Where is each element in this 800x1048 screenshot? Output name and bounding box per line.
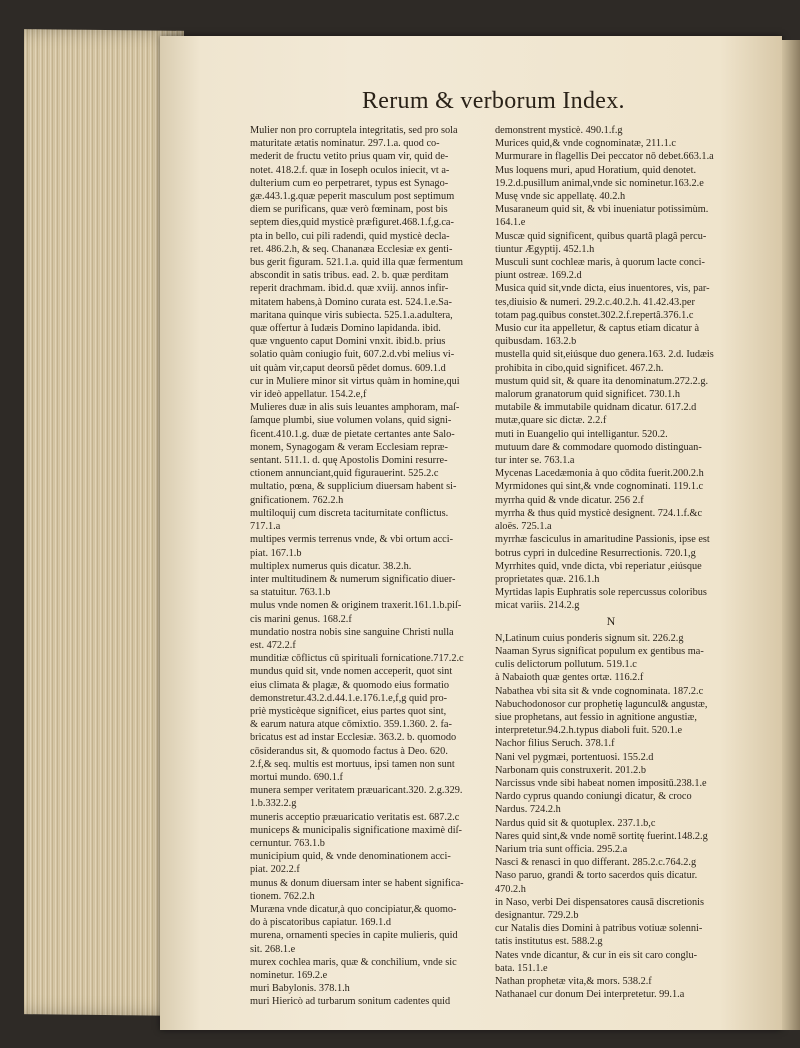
index-entry-line: Narbonam quis construxerit. 201.2.b <box>495 764 646 776</box>
index-entry-line: mundus quid sit, vnde nomen acceperit, quot sint <box>250 666 453 678</box>
index-entry-line: mutabile & immutabile quidnam dicatur. 617.2.d <box>495 402 697 414</box>
index-entry-line: 164.1.e <box>495 217 526 229</box>
index-entry-line: Nasci & renasci in quo differant. 285.2.c.764.2.g <box>495 857 697 869</box>
index-entry-line: sentant. 511.1. d. quę Apostolis Domini resurre- <box>250 455 448 467</box>
index-entry-line: muti in Euangelio qui intelligantur. 520.2. <box>495 428 668 440</box>
index-entry-line: solatio quàm coniugio fuit, 607.2.d.vbi melius vi- <box>250 349 455 361</box>
index-entry-line: Myrtidas lapis Euphratis sole repercussus coloribus <box>495 587 707 599</box>
index-entry-line: mederit de fructu vetito prius quam vir, quid de- <box>250 151 449 163</box>
index-entry-line: Musaraneum quid sit, & vbi inueniatur potissimùm. <box>495 204 709 216</box>
index-entry-line: malorum granatorum quid significet. 730.1.h <box>495 389 681 401</box>
index-entry-line: 2.f,& seq. multis est mortuus, ipsi tamen non sunt <box>250 758 455 770</box>
index-entry-line: Mycenas Lacedæmonia à quo cōdita fuerit.200.2.h <box>495 468 704 480</box>
index-entry-line: sit. 268.1.e <box>250 943 296 955</box>
index-entry-line: 19.2.d.pusillum animal,vnde sic nominetur.163.2.e <box>495 177 704 189</box>
index-entry-line: multatio, pœna, & supplicium diuersam habent si- <box>250 481 457 493</box>
index-entry-line: Nachor filius Seruch. 378.1.f <box>495 738 615 750</box>
index-entry-line: demonstretur.43.2.d.44.1.e.176.1.e,f,g quid pro- <box>250 692 448 704</box>
index-entry-line: cis marini genus. 168.2.f <box>250 613 352 625</box>
index-entry-line: tur inter se. 763.1.a <box>495 455 575 467</box>
index-entry-line: inter multitudinem & numerum significatio diuer- <box>250 573 456 585</box>
index-entry-line: murex cochlea maris, quæ & conchilium, vnde sic <box>250 956 457 968</box>
index-entry-line: multiloquij cum discreta taciturnitate conflictus. <box>250 507 449 519</box>
index-entry-line: interpretetur.94.2.h.typus diaboli fuit. 520.1.e <box>495 725 683 737</box>
index-entry-line: & earum natura atque cōmixtio. 359.1.360. 2. fa- <box>250 719 452 731</box>
index-entry-line: Nathanael cur donum Dei interpretetur. 99.1.a <box>495 989 685 1001</box>
index-entry-line: Nates vnde dicantur, & cur in eis sit caro conglu- <box>495 949 698 961</box>
index-entry-line: myrrha & thus quid mysticè designent. 724.1.f.&c <box>495 507 703 519</box>
index-entries-n <box>495 632 727 1002</box>
index-entry-line: 1.b.332.2.g <box>250 798 297 810</box>
index-entry-line: uit quàm vir,caput deorsū pēdet domus. 609.1.d <box>250 362 446 374</box>
facing-page-edge <box>782 40 800 1030</box>
index-entry-line: bus gerit figuram. 521.1.a. quid illa quæ fermentum <box>250 257 464 269</box>
index-entry-line: quibusdam. 163.2.b <box>495 336 577 348</box>
index-entry-line: Mulieres duæ in alis suis leuantes amphoram, maſ- <box>250 402 460 414</box>
index-entry-line: munera semper veritatem præuaricant.320. 2.g.329. <box>250 785 463 797</box>
index-entry-line: aloës. 725.1.a <box>495 521 552 533</box>
index-entry-line: piat. 167.1.b <box>250 547 302 559</box>
index-column-left <box>250 124 490 1009</box>
index-entry-line: demonstrent mysticè. 490.1.f.g <box>495 125 623 136</box>
index-entry-line: cur in Muliere minor sit virtus quàm in homine,qui <box>250 375 460 387</box>
index-entry-line: muri Hiericò ad turbarum sonitum cadentes quid <box>250 996 451 1008</box>
index-entry-line: Muræna vnde dicatur,à quo concipiatur,& quomo- <box>250 903 457 915</box>
index-entry-line: ſamque plumbi, siue volumen volans, quid signi- <box>250 415 452 427</box>
index-entry-line: Naaman Syrus significat populum ex gentibus ma- <box>495 645 704 657</box>
index-entry-line: murena, ornamenti species in capite mulieris, quid <box>250 930 458 942</box>
index-entry-line: Myrrhites quid, vnde dicta, vbi reperiatur ,eiúsque <box>495 560 702 572</box>
index-entry-line: maritana quinque viris subiecta. 525.1.a.adultera, <box>250 309 453 321</box>
index-entry-line: Murmurare in flagellis Dei peccator nō debet.663.1.a <box>495 151 714 163</box>
index-entry-line: 470.2.h <box>495 883 526 895</box>
index-entry-line: siue prophetans, aut fessio in agnitione angustiæ, <box>495 711 697 723</box>
index-entry-line: Nathan prophetæ vita,& mors. 538.2.f <box>495 976 652 987</box>
index-column-right <box>495 124 727 1001</box>
index-entry-line: mundatio nostra nobis sine sanguine Christi nulla <box>250 626 454 638</box>
index-entry-line: cernuntur. 763.1.b <box>250 837 325 849</box>
index-entry-line: pta in bello, cui pili radendi, quid mysticè decla- <box>250 230 450 242</box>
index-entry-line: mortui mundo. 690.1.f <box>250 771 343 783</box>
index-entry-line: designantur. 729.2.b <box>495 909 579 921</box>
index-entry-line: munditiæ cōflictus cū spirituali fornicatione.717.2.c <box>250 653 464 665</box>
index-entry-line: mutuum dare & commodare quomodo distinguan- <box>495 441 702 453</box>
index-entry-line: sa statuitur. 763.1.b <box>250 587 331 599</box>
index-entry-line: Muscæ quid significent, quibus quartâ plagâ percu- <box>495 230 707 242</box>
index-entry-line: Nabathea vbi sita sit & vnde cognominata. 187.2.c <box>495 685 704 697</box>
index-entry-line: tes,diuisio & numeri. 29.2.c.40.2.h. 41.42.43.per <box>495 296 695 308</box>
section-letter-n: N <box>606 613 616 628</box>
index-entries-m <box>495 124 727 613</box>
index-entry-line: ficent.410.1.g. duæ de pietate certantes ante Salo- <box>250 428 455 440</box>
index-entry-line: Musica quid sit,vnde dicta, eius inuentores, vis, par- <box>495 283 710 295</box>
index-entry-line: munus & donum diuersam inter se habent significa- <box>250 877 464 889</box>
index-entry-line: ret. 486.2.h, & seq. Chananæa Ecclesiæ ex genti- <box>250 243 453 255</box>
index-entry-line: gnificationem. 762.2.h <box>250 494 344 506</box>
index-entry-line: Nares quid sint,& vnde nomē sortitę fuerint.148.2.g <box>495 830 708 842</box>
index-entry-line: multipes vermis terrenus vnde, & vbi ortum acci- <box>250 534 454 546</box>
index-entry-line: Myrmidones qui sint,& vnde cognominati. 119.1.c <box>495 481 704 493</box>
index-entry-line: myrrhæ fasciculus in amaritudine Passionis, ipse est <box>495 534 710 546</box>
index-entry-line: micat variis. 214.2.g <box>495 600 580 612</box>
index-entry-line: Musculi sunt cochleæ maris, à quorum lacte conci- <box>495 257 705 269</box>
index-entry-line: muri Babylonis. 378.1.h <box>250 983 350 995</box>
index-entry-line: Narium tria sunt officia. 295.2.a <box>495 843 628 855</box>
index-entry-line: mitatem habens,à Domino curata est. 524.1.e.Sa- <box>250 296 452 308</box>
index-entry-line: bricatus est ad instar Ecclesiæ. 363.2. b. quomodo <box>250 732 457 744</box>
index-entry-line: mulus vnde nomen & originem traxerit.161.1.b.piſ- <box>250 600 462 612</box>
index-entry-line: abscondit in satis tribus. ead. 2. b. quæ perditam <box>250 270 449 282</box>
index-entry-line: Mus loquens muri, apud Horatium, quid denotet. <box>495 164 697 176</box>
index-entry-line: multiplex numerus quis dicatur. 38.2.h. <box>250 560 412 572</box>
index-entry-line: Nardus quid sit & quotuplex. 237.1.b,c <box>495 817 656 829</box>
page-running-header: Rerum & verborum Index. <box>362 88 625 114</box>
index-entry-line: dulterium cum eo perpetraret, typus est Synago- <box>250 177 449 189</box>
index-entry-line: N,Latinum cuius ponderis signum sit. 226.2.g <box>495 632 684 644</box>
index-entry-line: 717.1.a <box>250 521 281 533</box>
index-entry-line: piat. 202.2.f <box>250 864 300 876</box>
index-entry-line: monem, Synagogam & veram Ecclesiam repræ- <box>250 441 448 453</box>
index-entry-line: prohibita in cibo,quid significet. 467.2.h. <box>495 362 664 374</box>
index-entry-line: mutæ,quare sic dictæ. 2.2.f <box>495 415 607 427</box>
index-entry-line: in Naso, verbi Dei dispensatores causā discretionis <box>495 896 705 908</box>
index-entry-line: Murices quid,& vnde cognominatæ, 211.1.c <box>495 138 676 150</box>
index-entry-line: Nabuchodonosor cur prophetię laguncul& angustæ, <box>495 698 708 710</box>
index-entry-line: tionem. 762.2.h <box>250 890 315 902</box>
index-entry-line: cur Natalis dies Domini à patribus votiuæ solenni- <box>495 923 703 935</box>
index-entry-line: quæ vnguento caput Domini vnxit. ibid.b. prius <box>250 336 446 348</box>
index-entry-line: culis delictorum pollutum. 519.1.c <box>495 659 637 671</box>
index-entry-line: à Nabaioth quæ gentes ortæ. 116.2.f <box>495 672 644 684</box>
index-entry-line: tatis institutus est. 588.2.g <box>495 936 603 948</box>
index-entry-line: municeps & municipalis significatione maximè diſ- <box>250 824 462 836</box>
index-entry-line: cōsiderandus sit, & quomodo factus à Deo. 620. <box>250 745 448 757</box>
index-entry-line: tiuntur Ægyptij. 452.1.h <box>495 243 595 255</box>
index-entry-line: vir ideò appellatur. 154.2.e,f <box>250 389 367 401</box>
index-entry-line: eius climata & plagæ, & quomodo eius formatio <box>250 679 450 691</box>
index-entry-line: Musio cur ita appelletur, & captus etiam dicatur à <box>495 323 700 335</box>
index-entry-line: Nani vel pygmæi, portentuosi. 155.2.d <box>495 751 654 763</box>
index-entry-line: piunt ostreæ. 169.2.d <box>495 270 582 282</box>
index-entry-line: septem dies,quid mysticè præfiguret.468.1.f,g.ca- <box>250 217 454 229</box>
index-entry-line: botrus cypri in dulcedine Resurrectionis. 720.1,g <box>495 547 696 559</box>
index-entry-line: nominetur. 169.2.e <box>250 970 328 981</box>
index-entry-line: quæ offertur à Iudæis Domino lapidanda. ibid. <box>250 323 441 335</box>
index-entry-line: do à piscatoribus capiatur. 169.1.d <box>250 917 391 929</box>
index-entry-line: Mulier non pro corruptela integritatis, sed pro sola <box>250 125 458 136</box>
index-entry-line: bata. 151.1.e <box>495 962 548 974</box>
index-entry-line: Nardus. 724.2.h <box>495 804 561 816</box>
index-entry-line: diem se purificans, quæ verò fœminam, post bis <box>250 204 448 216</box>
index-entry-line: proprietates quæ. 216.1.h <box>495 573 600 585</box>
index-entry-line: mustum quid sit, & quare ita denominatum.272.2.g. <box>495 375 709 387</box>
index-entry-line: gæ.443.1.g.quæ peperit masculum post septimum <box>250 191 455 203</box>
index-entry-line: reperit drachmam. ibid.d. quæ xviij. annos infir- <box>250 283 449 295</box>
index-entry-line: notet. 418.2.f. quæ in Ioseph oculos iniecit, vt a- <box>250 164 450 176</box>
index-entry-line: ctionem annunciant,quid figurauerint. 525.2.c <box>250 468 439 480</box>
index-entry-line: Musę vnde sic appellatę. 40.2.h <box>495 191 626 203</box>
index-entry-line: totam pag.quibus constet.302.2.f.repertâ.376.1.c <box>495 309 694 321</box>
index-entry-line: myrrha quid & vnde dicatur. 256 2.f <box>495 494 644 506</box>
index-entry-line: priè mysticèque significet, eius partes quot sint, <box>250 705 447 717</box>
index-entry-line: Narcissus vnde sibi habeat nomen impositū.238.1.e <box>495 777 707 789</box>
index-entry-line: est. 472.2.f <box>250 639 296 651</box>
index-entry-line: maturitate ætatis nominatur. 297.1.a. quod co- <box>250 138 440 150</box>
index-entry-line: Naso paruo, grandi & torto sacerdos quis dicatur. <box>495 870 698 882</box>
index-entry-line: muneris acceptio præuaricatio veritatis est. 687.2.c <box>250 811 460 823</box>
index-entry-line: mustella quid sit,eiúsque duo genera.163. 2.d. Iudæis <box>495 349 714 361</box>
index-entry-line: municipium quid, & vnde denominationem acci- <box>250 851 451 863</box>
index-entry-line: Nardo cyprus quando coniungi dicatur, & croco <box>495 791 692 803</box>
